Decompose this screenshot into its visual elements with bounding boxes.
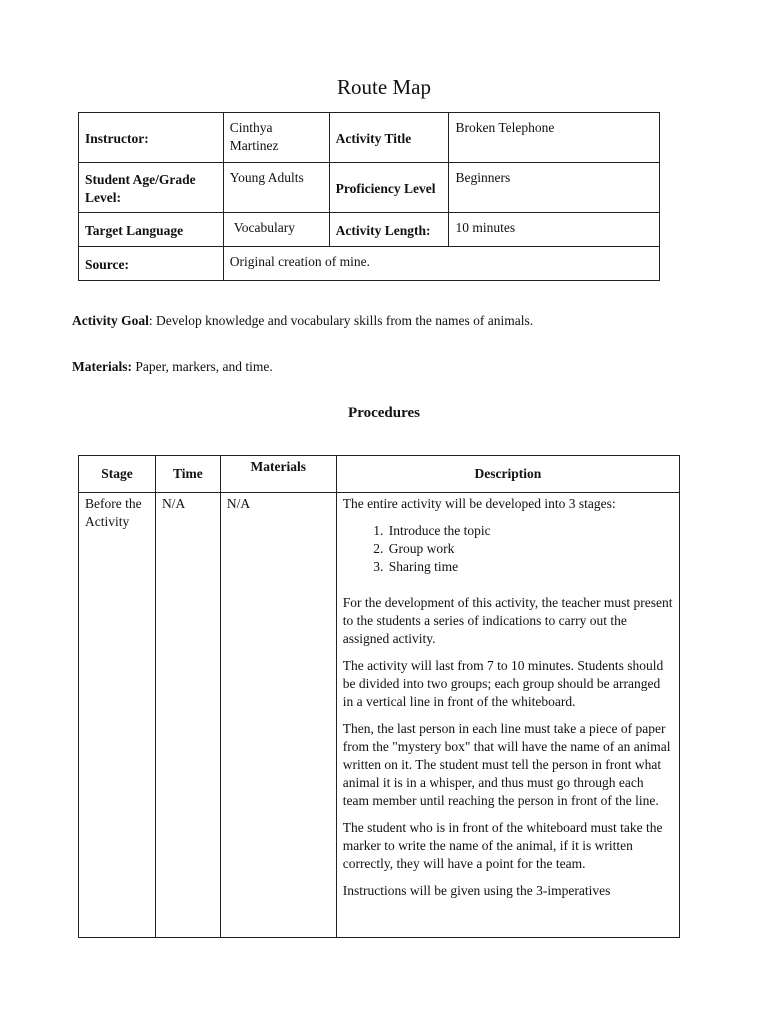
instructor-label: Instructor: [79,113,224,163]
procedures-row-before [79,493,680,938]
source-value: Original creation of mine. [223,247,659,281]
activity-goal-text: : Develop knowledge and vocabulary skills from the names of animals. [148,313,534,328]
description-paragraph: For the development of this activity, the teacher must present to the students a series of indications to carry out the assigned activity. [342,595,673,646]
procedures-heading: Procedures [348,405,420,421]
info-row-instructor [79,113,660,163]
activity-title-value: Broken Telephone [449,113,660,163]
info-row-source [79,247,660,281]
time-cell: N/A [155,493,220,938]
materials-cell: N/A [220,493,336,938]
materials-text: Paper, markers, and time. [131,359,273,374]
description-paragraph: Instructions will be given using the 3-imperatives [342,883,611,898]
stage-cell: Before the Activity [79,493,156,938]
description-paragraph: Then, the last person in each line must take a piece of paper from the "mystery box" that will have the name of an animal written on it. The student must tell the person in front what animal it is in a whisper, and thus must go through each team member until reaching the person in front of the line. [342,721,671,808]
proficiency-label: Proficiency Level [329,163,449,213]
activity-info-table [78,112,660,281]
stages-list [343,522,673,576]
length-label: Activity Length: [329,213,449,247]
document-title: Route Map [337,75,431,99]
stage-item: 3. Sharing time [387,558,673,576]
info-row-age [79,163,660,213]
activity-title-label: Activity Title [329,113,449,163]
target-label: Target Language [79,213,224,247]
age-value: Young Adults [223,163,329,213]
procedures-header-row [79,456,680,493]
activity-goal-label: Activity Goal [72,313,149,328]
info-row-target [79,213,660,247]
length-value: 10 minutes [449,213,660,247]
description-paragraph: The activity will last from 7 to 10 minutes. Students should be divided into two groups; each group should be arranged in a vertical line in front of the whiteboard. [342,658,664,709]
procedures-table [78,455,680,938]
header-description: Description [336,456,679,493]
stage-item: 2. Group work [387,540,673,558]
source-label: Source: [79,247,224,281]
materials-line [72,358,273,376]
description-cell [336,493,679,938]
activity-goal [72,312,533,330]
instructor-value: Cinthya Martinez [223,113,329,163]
header-materials: Materials [220,456,336,493]
materials-label: Materials: [72,359,132,374]
header-stage: Stage [79,456,156,493]
stage-item: 1. Introduce the topic [387,522,673,540]
proficiency-value: Beginners [449,163,660,213]
header-time: Time [155,456,220,493]
description-intro: The entire activity will be developed into 3 stages: [342,496,616,511]
age-label: Student Age/Grade Level: [79,163,224,213]
description-paragraph: The student who is in front of the whiteboard must take the marker to write the name of the animal, if it is written correctly, they will have a point for the team. [342,820,663,871]
target-value: Vocabulary [223,213,329,247]
